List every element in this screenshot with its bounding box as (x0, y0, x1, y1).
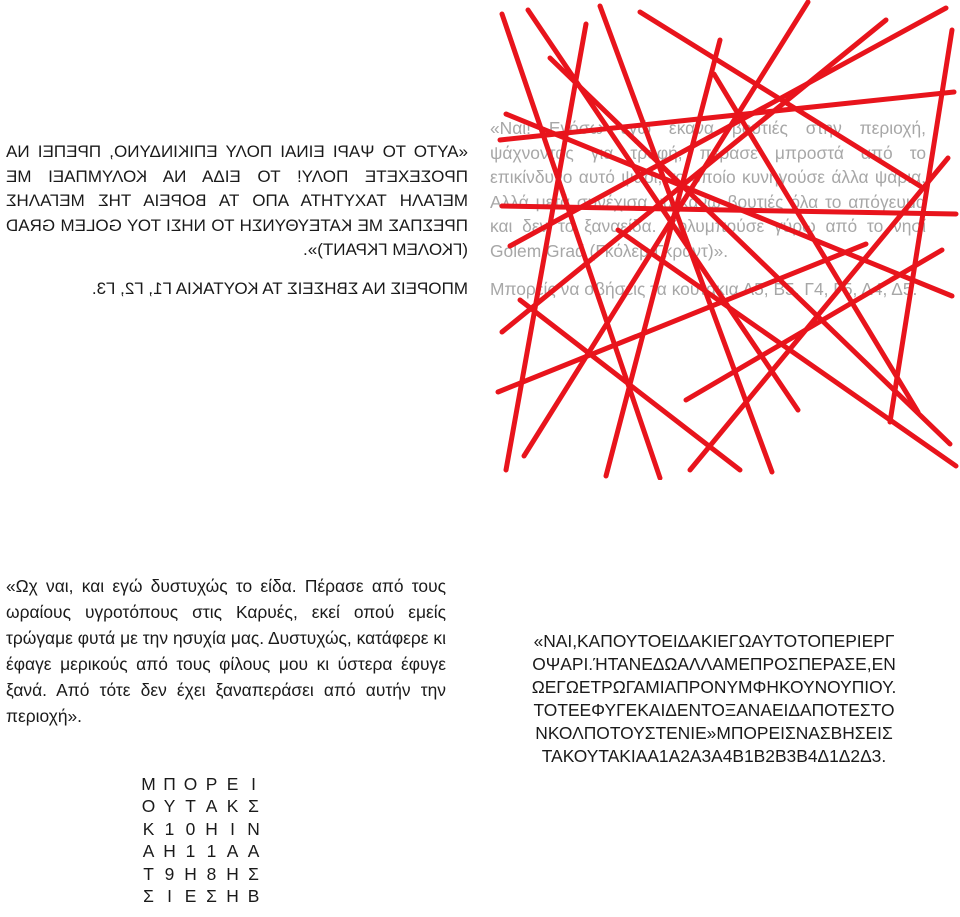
red-strike-lines (490, 0, 960, 480)
letter-grid-cell: Η (163, 841, 176, 862)
letter-grid-cell: Ι (230, 818, 235, 839)
letter-grid-row (138, 795, 264, 817)
story-text-block (6, 573, 446, 729)
caps-line: ΟΨΑΡΙ.ΉΤΑΝΕΔΩΑΛΛΑΜΕΠΡΟΣΠΕΡΑΣΕ,ΕΝ (532, 654, 896, 674)
mirrored-paragraph-1: «ΑΥΤΟ ΤΟ ΨΑΡΙ ΕΙΝΑΙ ΠΟΛΥ ΕΠΙΚΙΝΔΥΝΟ, ΠΡΕΠΕΙ ΝΑ ΠΡΟΣΕΧΕΤΕ ΠΟΛΥ! ΤΟ ΕΙΔΑ ΝΑ ΚΟΛΥΜΠΑΕΙ ΜΕ ΜΕΓΑΛΗ ΤΑΧΥΤΗΤΑ ΑΠΟ ΤΑ ΒΟΡΕΙΑ ΤΗΣ ΜΕΓΑΛΗΣ ΠΡΕΣΠΑΣ ΜΕ ΚΑΤΕΥΘΥΝΣΗ ΤΟ ΝΗΣΙ ΤΟΥ GOLEM GRAD (ΓΚΟΛΕΜ ΓΚΡΑΝΤ)». (6, 142, 468, 259)
letter-grid-cell: Κ (142, 818, 155, 839)
letter-grid-cell: Τ (185, 796, 196, 817)
letter-grid-cell: Ε (184, 886, 197, 907)
strike-line (890, 30, 952, 422)
letter-grid-cell: 0 (185, 818, 196, 839)
letter-grid-cell: Σ (143, 886, 154, 907)
letter-grid-cell: Κ (226, 796, 239, 817)
letter-grid-cell: 1 (185, 841, 196, 862)
letter-grid-cell: Υ (163, 796, 176, 817)
caps-line: ΤΟΤΕΕΦΥΓΕΚΑΙΔΕΝΤΟΞΑΝΑΕΙΔΑΠΟΤΕΣΤΟ (533, 700, 895, 720)
letter-grid-cell: Ο (183, 774, 198, 794)
letter-grid-cell: Ι (251, 774, 256, 794)
letter-grid-cell: 8 (206, 863, 217, 884)
letter-grid-cell: Σ (248, 796, 259, 817)
letter-grid-cell: Ε (226, 774, 239, 794)
strike-line (618, 230, 956, 466)
letter-grid-cell: Η (184, 863, 197, 884)
story-paragraph: «Ωχ ναι, και εγώ δυστυχώς το είδα. Πέρασε από τους ωραίους υγροτόπους στις Καρυές, εκεί οπού εμείς τρώγαμε φυτά με την ησυχία μας. Δυστυχώς, κατάφερε κι έφαγε μερικούς από τους φίλους μου κι ύστερα έφυγε ξανά. Από τότε δεν έχει ξαναπεράσει από αυτήν την περιοχή». (6, 576, 446, 726)
strike-line (506, 24, 586, 470)
letter-grid (138, 773, 264, 907)
mirrored-paragraph-2: ΜΠΟΡΕΙΣ ΝΑ ΣΒΗΣΕΙΣ ΤΑ ΚΟΥΤΑΚΙΑ Γ1, Γ2, Γ3. (91, 278, 468, 298)
letter-grid-cell: Ρ (205, 774, 218, 794)
letter-grid-cell: Β (247, 886, 260, 907)
letter-grid-cell: Α (142, 841, 155, 862)
letter-grid-cell: Η (205, 818, 218, 839)
letter-grid-cell: Μ (141, 774, 156, 794)
letter-grid-cell: Η (226, 886, 239, 907)
strike-line-group (498, 2, 956, 478)
strike-line (498, 244, 866, 392)
caps-text-block (490, 630, 938, 768)
letter-grid-row (138, 885, 264, 907)
caps-line: ΩΕΓΩΕΤΡΩΓΑΜΙΑΠΡΟΝΥΜΦΗΚΟΥΝΟΥΠΙΟΥ. (531, 677, 897, 697)
letter-grid-cell: Α (226, 841, 239, 862)
letter-grid-cell: Ο (141, 796, 156, 817)
letter-grid-row (138, 840, 264, 862)
caps-line: ΤΑΚΟΥΤΑΚΙΑΑ1Α2Α3Α4Β1Β2Β3Β4Δ1Δ2Δ3. (541, 746, 887, 766)
letter-grid-cell: Α (205, 796, 218, 817)
caps-line: «ΝΑΙ,ΚΑΠΟΥΤΟΕΙΔΑΚΙΕΓΩΑΥΤΟΤΟΠΕΡΙΕΡΓ (533, 631, 895, 651)
letter-grid-cell: Σ (206, 886, 217, 907)
letter-grid-row (138, 818, 264, 840)
letter-grid-cell: 1 (206, 841, 217, 862)
letter-grid-cell: Σ (248, 863, 259, 884)
crossed-paragraph-2: Μπορείς να σβήσεις τα κουτάκια Α5, Β5, Γ4, Γ5, Δ4, Δ5. (490, 279, 918, 299)
letter-grid-cell: 1 (164, 818, 175, 839)
letter-grid-row (138, 863, 264, 885)
strike-line (502, 14, 660, 478)
letter-grid-row (138, 773, 264, 795)
crossed-paragraph-1: «Ναι! Ενόσω εγώ έκανα βουτιές στην περιοχή, ψάχνοντας για τροφή, πέρασε μπροστά από το επικίνδυνο αυτό ψάρι, το οποίο κυνηγούσε άλλα ψάρια. Αλλά μετά συνέχισα να κάνω βουτιές όλα το απόγευμα και δεν το ξαναείδα. Κολυμπούσε γύρω από το νησί Golem Grad (Γκόλεμ Γκραντ)». (490, 118, 926, 261)
letter-grid-cell: Τ (143, 863, 154, 884)
letter-grid-cell: Η (226, 863, 239, 884)
letter-grid-cell: Α (247, 841, 260, 862)
letter-grid-cell: Ν (247, 818, 260, 839)
letter-grid-cell: Π (163, 774, 176, 794)
crossed-out-panel (490, 0, 960, 480)
letter-grid-cell: Ι (167, 886, 172, 907)
mirrored-text-block (6, 140, 468, 301)
letter-grid-cell: 9 (164, 863, 175, 884)
caps-line: ΝΚΟΛΠΟΤΟΥΣΤΕΝΙΕ»ΜΠΟΡΕΙΣΝΑΣΒΗΣΕΙΣ (535, 723, 893, 743)
